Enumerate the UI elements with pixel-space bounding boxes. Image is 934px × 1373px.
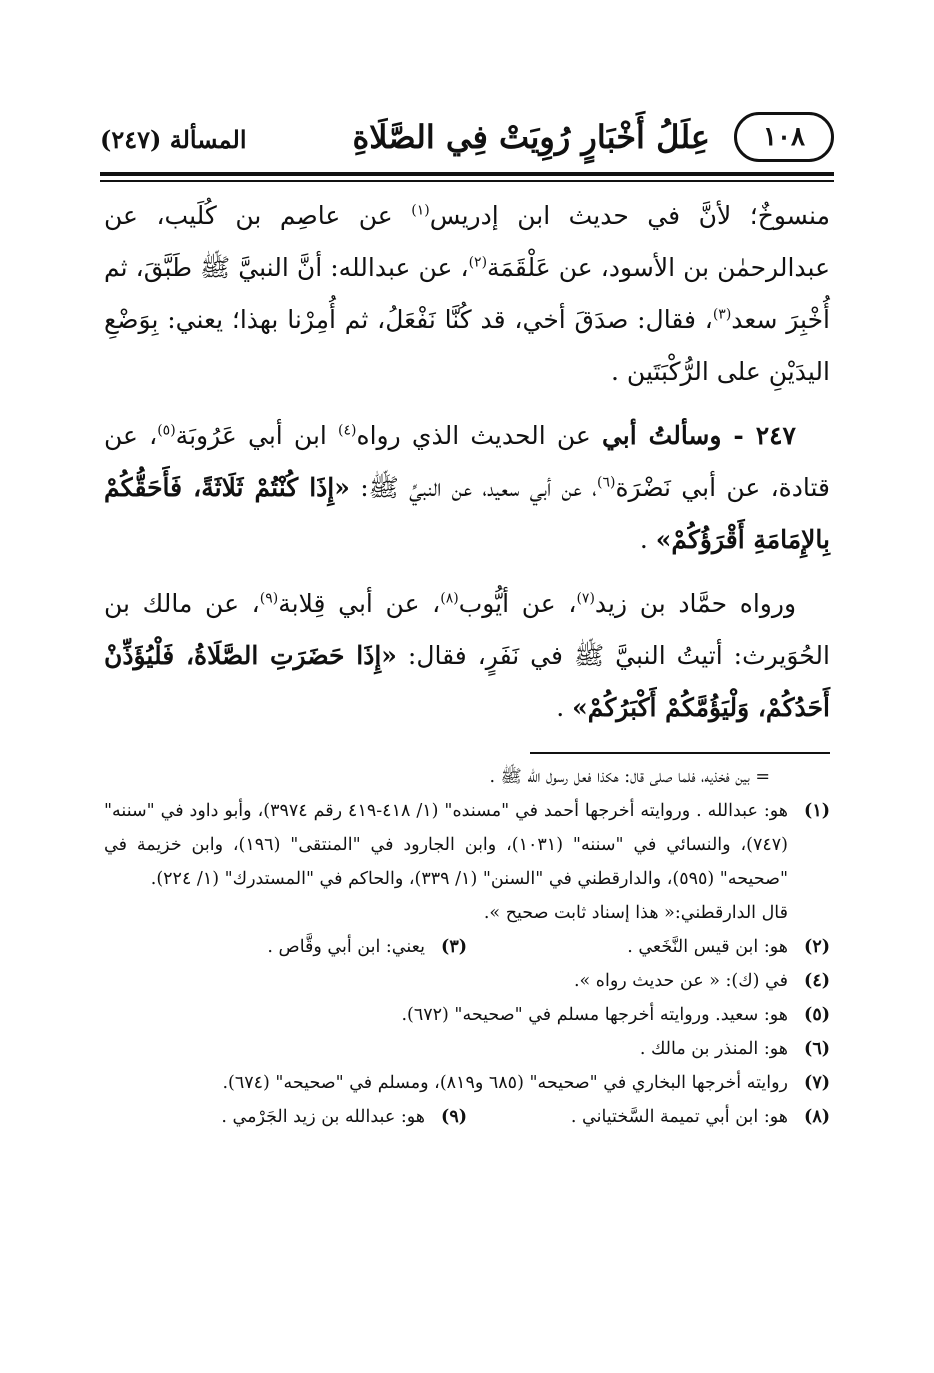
footnote-ref-4: (٤) — [338, 422, 357, 439]
footnote-number: (٦) — [804, 1039, 830, 1059]
footnote-ref-6: (٦) — [596, 474, 616, 491]
footnote-ref-2: (٢) — [468, 254, 488, 271]
footnote-text: هو: عبدالله بن زيد الجَرْمي . — [221, 1107, 425, 1127]
text-segment: عن عاصِم بن كُلَيب، عن عبدالرحمٰن بن الأسود، عن عَلْقَمَة — [104, 201, 831, 282]
header-rule-thick — [100, 172, 834, 176]
paragraph-3 — [104, 578, 830, 734]
header-rule-thin — [100, 180, 834, 182]
footnotes — [104, 760, 830, 1134]
footnote-text: هو: سعيد. وروايته أخرجها مسلم في "صحيحه" (٦٧٢). — [401, 1005, 788, 1025]
footnote-ref-5: (٥) — [157, 422, 176, 439]
footnote-number: (٨) — [804, 1107, 830, 1127]
paragraph-1 — [104, 190, 830, 398]
footnote-ref-1: (١) — [411, 202, 430, 219]
hadith-quote-1: «إِذَا كُنْتُمْ ثَلَاثَةً، فَأَحَقُّكُمْ بِالإِمَامَةِ أَقْرَؤُكُمْ» — [104, 473, 830, 554]
text-segment: ، عن أبي قِلابة — [278, 589, 441, 618]
text-segment: عن الحديث الذي رواه — [356, 421, 602, 450]
footnote-7 — [104, 1066, 830, 1100]
footnote-text: يعني: ابن أبي وقَّاص . — [267, 937, 425, 957]
issue-label: المسألة (٢٤٧) — [100, 125, 247, 154]
footnote-number: (٤) — [804, 971, 830, 991]
text-segment: ابن أبي عَرُوبَة — [175, 421, 339, 450]
footnote-number: (٥) — [804, 1005, 830, 1025]
footnote-text: روايته أخرجها البخاري في "صحيحه" (٦٨٥ و٨١٩)، ومسلم في "صحيحه" (٦٧٤). — [222, 1073, 788, 1093]
footnote-8-9 — [104, 1100, 830, 1134]
footnote-ref-3: (٣) — [712, 306, 732, 323]
footnote-6 — [104, 1032, 830, 1066]
footnote-2-3 — [104, 930, 830, 964]
footnote-text — [104, 794, 788, 930]
text-segment: . — [639, 525, 656, 554]
footnote-number: (٧) — [804, 1073, 830, 1093]
book-title: عِلَلُ أَخْبَارٍ رُوِيَتْ فِي الصَّلَاةِ — [352, 118, 710, 156]
text-segment: ، فقال: صدَقَ أخي، قد كُنَّا نَفْعَلُ، ثم أُمِرْنا بهذا؛ يعني: بِوَضْعِ اليدَيْنِ على الرُّكْبَتَين . — [104, 305, 830, 386]
footnote-5 — [104, 998, 830, 1032]
hadith-quote-2: «إِذَا حَضَرَتِ الصَّلَاةُ، فَلْيُؤَذِّنْ أَحَدُكُمْ، وَلْيَؤُمَّكُمْ أَكْبَرُكُمْ» — [104, 641, 830, 722]
footnote-ref-9: (٩) — [259, 590, 279, 607]
text-segment: . — [556, 693, 573, 722]
footnote-number: (٢) — [804, 937, 830, 957]
footnote-separator — [530, 752, 830, 754]
footnote-2 — [467, 930, 830, 964]
footnote-number: (٩) — [441, 1107, 467, 1127]
footnote-ref-8: (٨) — [440, 590, 459, 607]
text-segment: ، عن أبي سعيد، عن النبيِّ ﷺ: — [349, 473, 597, 502]
text-segment: ، عن مالك بن الحُوَيرث: أتيتُ النبيَّ ﷺ في نَفَرٍ، فقال: — [104, 589, 830, 670]
text-segment: ، عن عبدالله: أنَّ النبيَّ ﷺ طَبَّقَ، ثم أُخْبِرَ سعد — [104, 253, 830, 334]
page-number: ١٠٨ — [734, 112, 834, 162]
footnote-body: هو: عبدالله . وروايته أخرجها أحمد في "مسنده" (١/ ٤١٨-٤١٩ رقم ٣٩٧٤)، وأبو داود في "سننه" (٧٤٧)، والنسائي في "سننه" (١٠٣١)، وابن الجارود في "المنتقى" (١٩٦)، وابن خزيمة في "صحيحه" (٥٩٥)، والدارقطني في "السنن" (١/ ٣٣٩)، والحاكم في "المستدرك" (١/ ٢٢٤). — [104, 801, 789, 889]
footnote-text: هو: ابن أبي تميمة السَّختياني . — [570, 1107, 788, 1127]
footnote-number: (١) — [804, 801, 830, 821]
text-segment: ، عن قتادة، عن أبي نَضْرَة — [104, 421, 830, 502]
footnote-3 — [104, 930, 467, 964]
footnote-1 — [104, 794, 830, 930]
footnote-number: (٣) — [441, 937, 467, 957]
text-segment: ، عن أيُّوب — [458, 589, 577, 618]
text-segment: ورواه حمَّاد بن زيد — [594, 589, 797, 618]
text-segment: منسوخٌ؛ لأنَّ في حديث ابن إدريس — [429, 201, 830, 230]
footnote-text: هو: المنذر بن مالك . — [639, 1039, 788, 1059]
issue-heading: ٢٤٧ - وسألتُ أبي — [601, 421, 796, 450]
footnote-9 — [104, 1100, 467, 1134]
footnote-continuation: = بين فخذيه، فلما صلى قال: هكذا فعل رسول الله ﷺ . — [489, 767, 770, 787]
footnote-extra: قال الدارقطني:« هذا إسناد ثابت صحيح ». — [483, 903, 788, 923]
footnote-8 — [467, 1100, 830, 1134]
footnote-text: هو: ابن قيس النَّخَعي . — [627, 937, 788, 957]
footnote-text: في (ك): « عن حديث رواه ». — [573, 971, 788, 991]
page-header — [100, 106, 834, 170]
footnote-4 — [104, 964, 830, 998]
main-text — [104, 190, 830, 746]
paragraph-2 — [104, 410, 830, 566]
footnote-ref-7: (٧) — [576, 590, 595, 607]
